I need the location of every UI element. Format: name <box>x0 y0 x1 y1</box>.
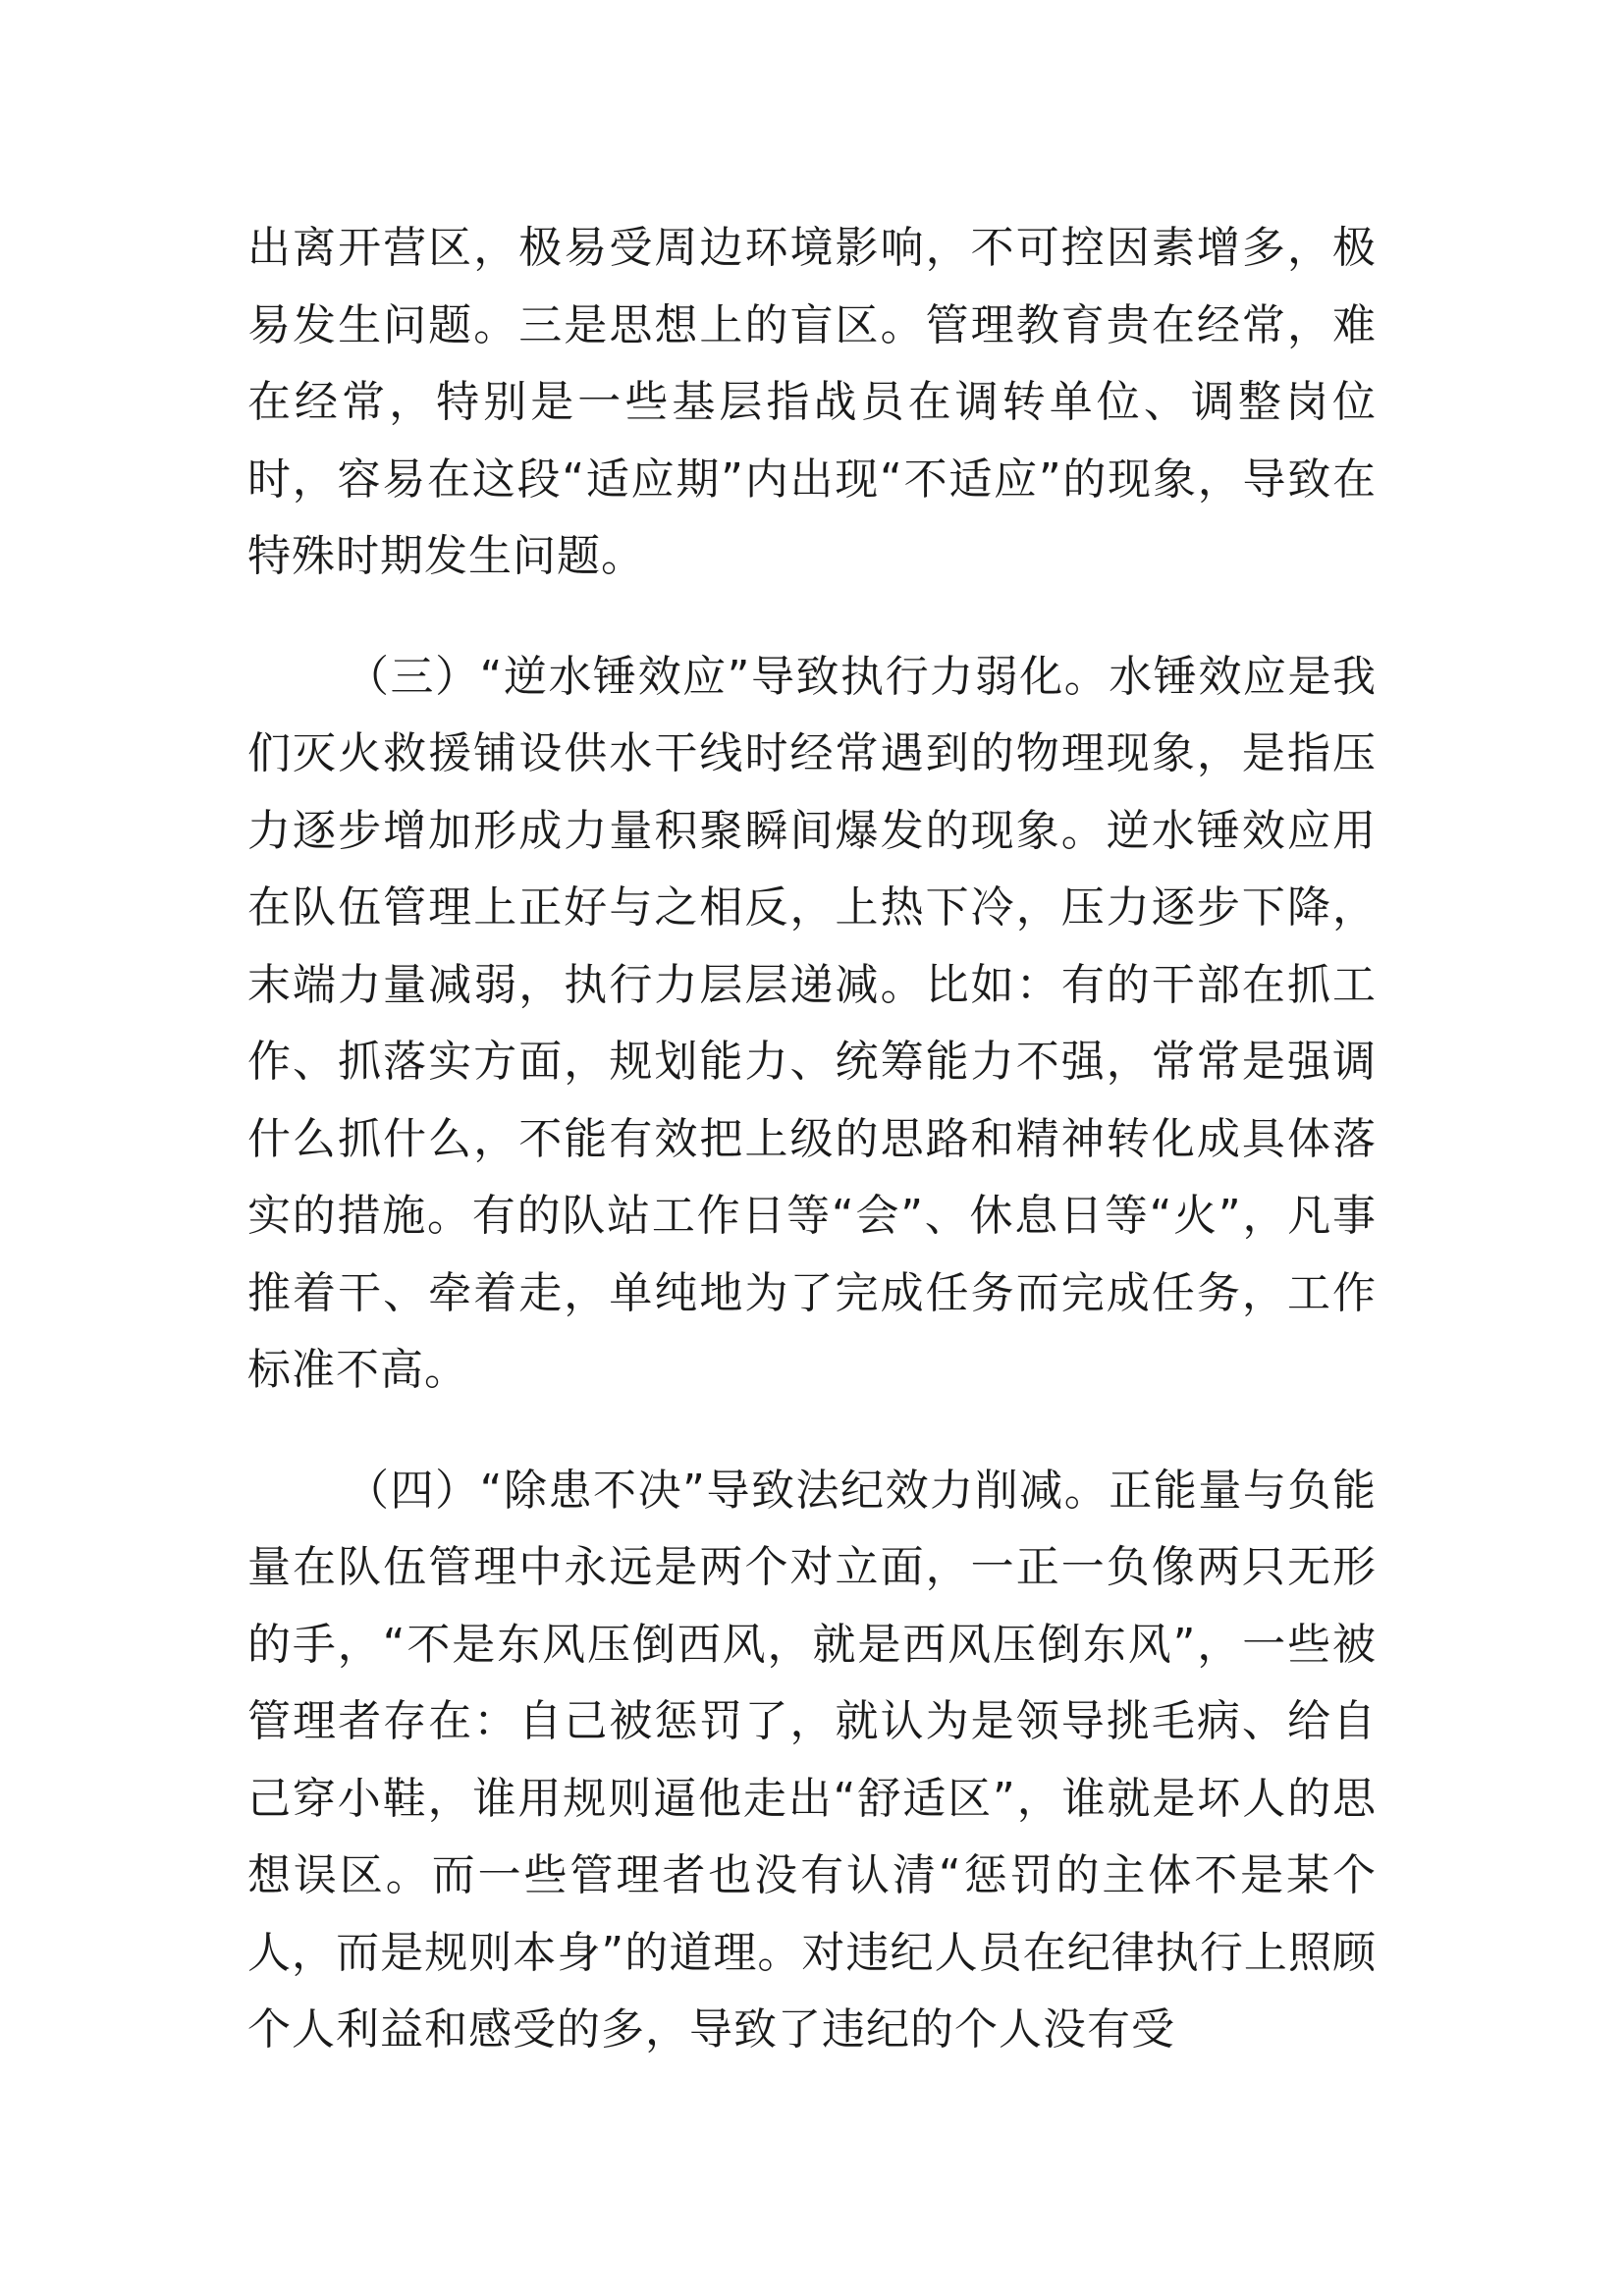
paragraph-section-three: （三）“逆水锤效应”导致执行力弱化。水锤效应是我们灭火救援铺设供水干线时经常遇到的物理现象，是指压力逐步增加形成力量积聚瞬间爆发的现象。逆水锤效应用在队伍管理上正好与之相反，上热下冷，压力逐步下降，末端力量减弱，执行力层层递减。比如：有的干部在抓工作、抓落实方面，规划能力、统筹能力不强，常常是强调什么抓什么，不能有效把上级的思路和精神转化成具体落实的措施。有的队站工作日等“会”、休息日等“火”，凡事推着干、牵着走，单纯地为了完成任务而完成任务，工作标准不高。 <box>247 651 1377 1395</box>
paragraph-section-four: （四）“除患不决”导致法纪效力削减。正能量与负能量在队伍管理中永远是两个对立面，一正一负像两只无形的手，“不是东风压倒西风，就是西风压倒东风”，一些被管理者存在：自己被惩罚了，就认为是领导挑毛病、给自己穿小鞋，谁用规则逼他走出“舒适区”，谁就是坏人的思想误区。而一些管理者也没有认清“惩罚的主体不是某个人，而是规则本身”的道理。对违纪人员在纪律执行上照顾个人利益和感受的多，导致了违纪的个人没有受 <box>247 1465 1377 2055</box>
paragraph-continuation: 出离开营区，极易受周边环境影响，不可控因素增多，极易发生问题。三是思想上的盲区。管理教育贵在经常，难在经常，特别是一些基层指战员在调转单位、调整岗位时，容易在这段“适应期”内出现“不适应”的现象，导致在特殊时期发生问题。 <box>247 223 1377 581</box>
document-body <box>247 210 1377 2069</box>
